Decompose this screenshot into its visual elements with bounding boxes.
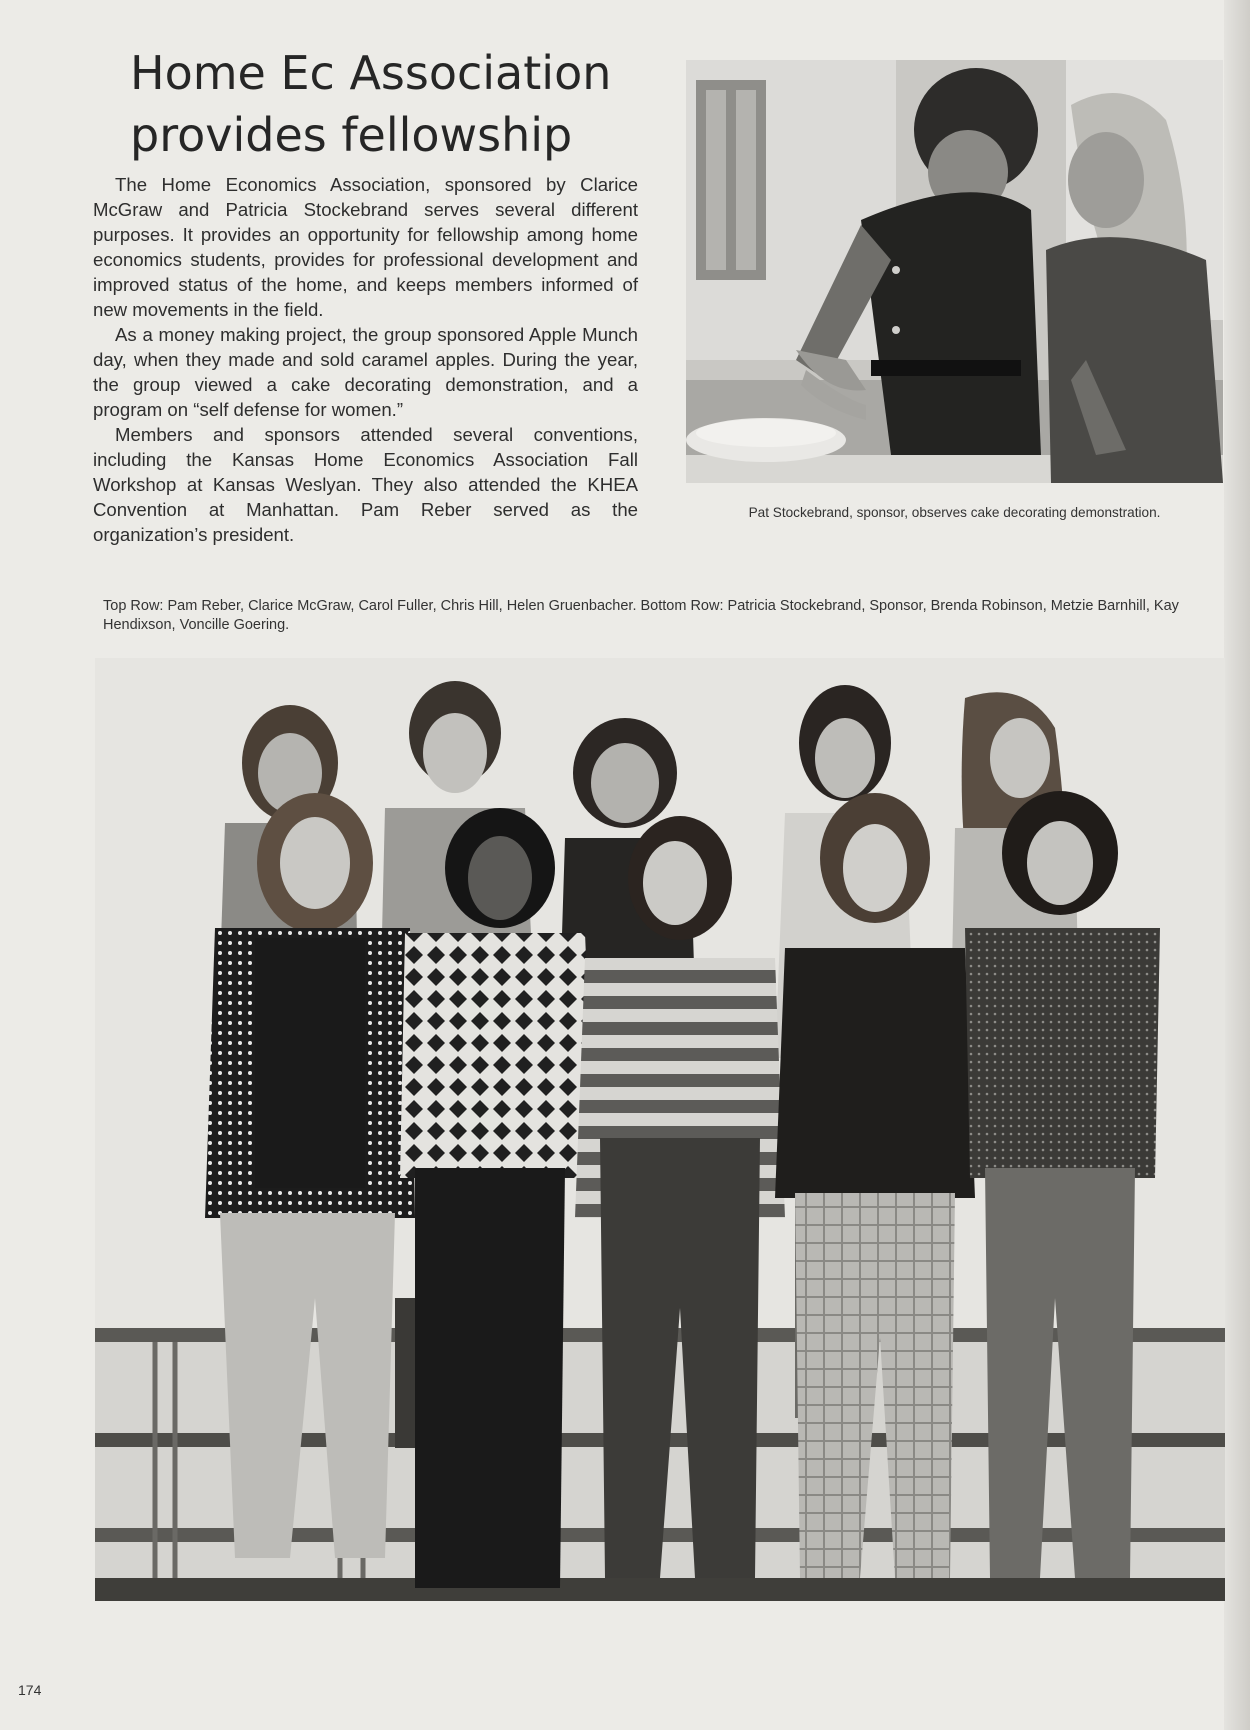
cake-photo-caption: Pat Stockebrand, sponsor, observes cake decorating demonstration. bbox=[748, 505, 1161, 520]
page-number: 174 bbox=[18, 1682, 42, 1698]
paragraph-projects: As a money making project, the group sponsored Apple Munch day, when they made and sold caramel apples. During the year, the group viewed a cake decorating demonstration, and a program on “self defense for women.” bbox=[93, 324, 638, 420]
article-body bbox=[93, 172, 638, 547]
paragraph-conventions: Members and sponsors attended several conventions, including the Kansas Home Economics Association Fall Workshop at Kansas Weslyan. They also attended the KHEA Convention at Manhattan. Pam Reber served as the organization’s president. bbox=[93, 424, 638, 545]
paragraph-intro: The Home Economics Association, sponsored by Clarice McGraw and Patricia Stockebrand serves several different purposes. It provides an opportunity for fellowship among home economics students, provides for professional development and improved status of the home, and keeps members informed of new movements in the field. bbox=[93, 174, 638, 320]
headline-line-2: provides fellowship bbox=[130, 108, 573, 162]
headline-line-1: Home Ec Association bbox=[130, 46, 612, 100]
group-photo-caption: Top Row: Pam Reber, Clarice McGraw, Carol Fuller, Chris Hill, Helen Gruenbacher. Bottom Row: Patricia Stockebrand, Sponsor, Brenda Robinson, Metzie Barnhill, Kay Hendixson, Voncille Goering. bbox=[103, 598, 1179, 633]
group-photo bbox=[95, 658, 1225, 1601]
headline bbox=[130, 42, 650, 166]
cake-decorating-photo bbox=[686, 60, 1223, 483]
page-edge-shadow bbox=[1224, 0, 1250, 1730]
